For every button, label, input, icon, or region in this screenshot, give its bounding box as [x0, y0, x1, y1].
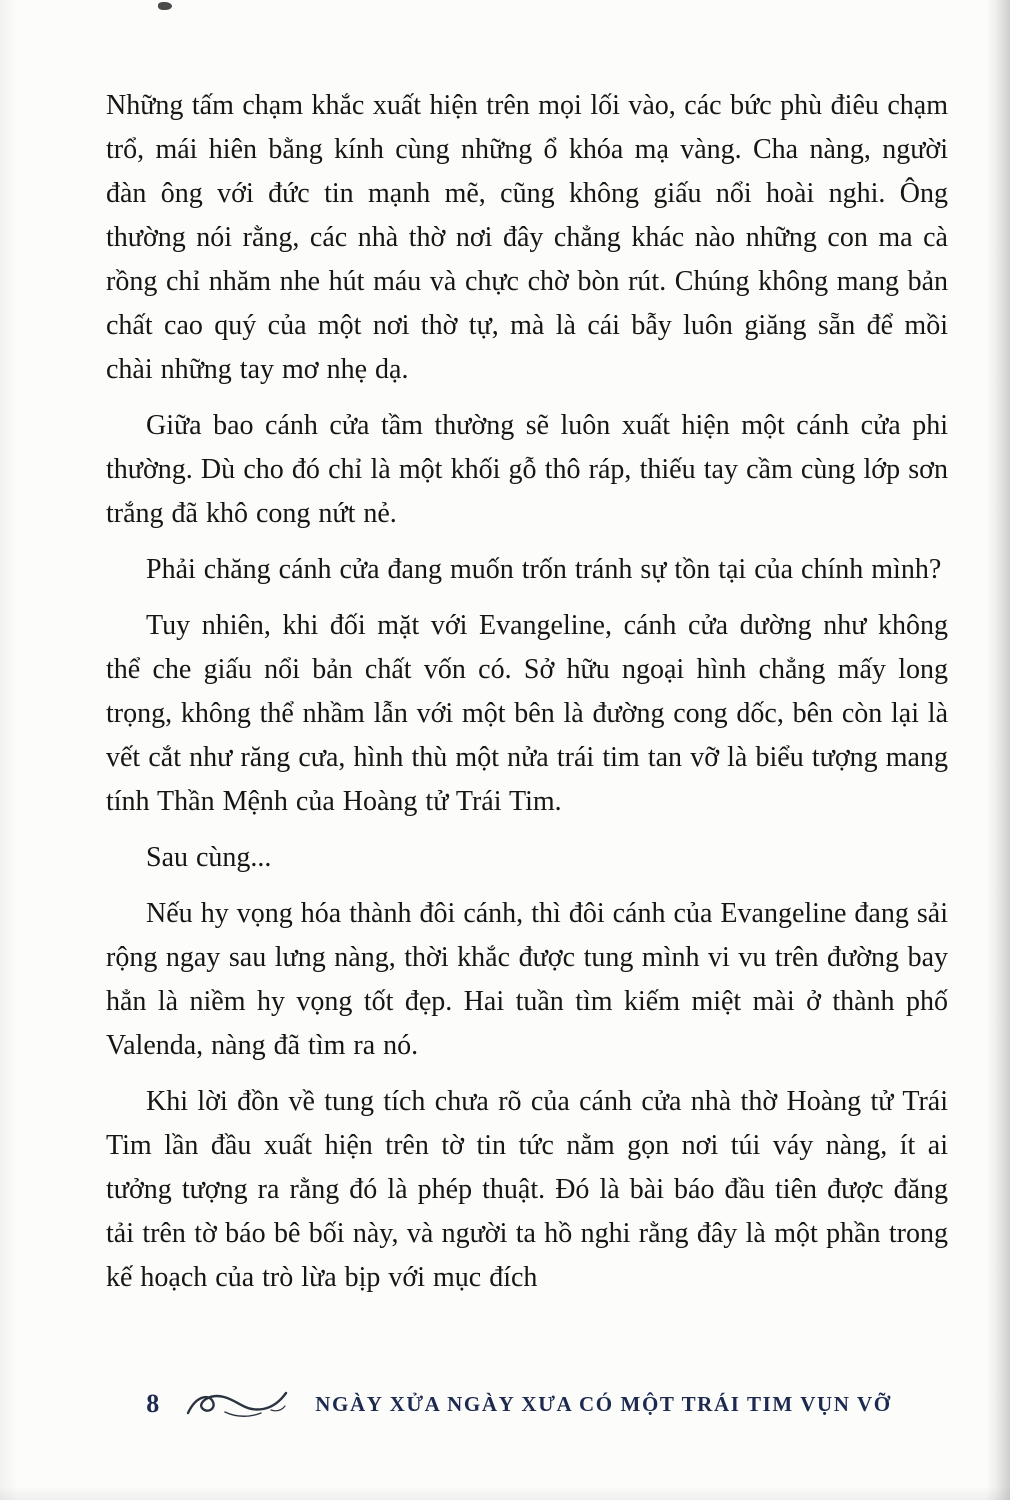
page-edge-shading-left [0, 0, 18, 1500]
page-footer [14, 1386, 1010, 1422]
body-text-column [106, 84, 948, 1312]
paragraph: Nếu hy vọng hóa thành đôi cánh, thì đôi cánh của Evangeline đang sải rộng ngay sau lưng nàng, thời khắc được tung mình vi vu trên đường bay hẳn là niềm hy vọng tốt đẹp. Hai tuần tìm kiếm miệt mài ở thành phố Valenda, nàng đã tìm ra nó. [106, 898, 948, 1061]
page-number: 8 [146, 1389, 160, 1418]
paragraph: Tuy nhiên, khi đối mặt với Evangeline, cánh cửa dường như không thể che giấu nổi bản chất vốn có. Sở hữu ngoại hình chẳng mấy long trọng, không thể nhầm lẫn với một bên là đường cong dốc, bên còn lại là vết cắt như răng cưa, hình thù một nửa trái tim tan vỡ là biểu tượng mang tính Thần Mệnh của Hoàng tử Trái Tim. [106, 610, 948, 817]
paragraph: Phải chăng cánh cửa đang muốn trốn tránh sự tồn tại của chính mình? [146, 554, 942, 585]
running-title: NGÀY XỬA NGÀY XƯA CÓ MỘT TRÁI TIM VỤN VỠ [315, 1391, 892, 1416]
paragraph: Sau cùng... [146, 842, 272, 873]
paragraph: Giữa bao cánh cửa tầm thường sẽ luôn xuất hiện một cánh cửa phi thường. Dù cho đó chỉ là một khối gỗ thô ráp, thiếu tay cầm cùng lớp sơn trắng đã khô cong nứt nẻ. [106, 410, 948, 529]
paragraph: Những tấm chạm khắc xuất hiện trên mọi lối vào, các bức phù điêu chạm trổ, mái hiên bằng kính cùng những ổ khóa mạ vàng. Cha nàng, người đàn ông với đức tin mạnh mẽ, cũng không giấu nổi hoài nghi. Ông thường nói rằng, các nhà thờ nơi đây chẳng khác nào những con ma cà rồng chỉ nhăm nhe hút máu và chực chờ bòn rút. Chúng không mang bản chất cao quý của một nơi thờ tự, mà là cái bẫy luôn giăng sẵn để mồi chài những tay mơ nhẹ dạ. [106, 90, 948, 385]
page-edge-shading-right [986, 0, 1010, 1500]
scan-artifact [158, 2, 172, 10]
paragraph: Khi lời đồn về tung tích chưa rõ của cánh cửa nhà thờ Hoàng tử Trái Tim lần đầu xuất hiện trên tờ tin tức nằm gọn nơi túi váy nàng, ít ai tưởng tượng ra rằng đó là phép thuật. Đó là bài báo đầu tiên được đăng tải trên tờ báo bê bối này, và người ta hồ nghi rằng đây là một phần trong kế hoạch của trò lừa bịp với mục đích [106, 1086, 948, 1293]
flourish-ornament-icon [185, 1386, 289, 1422]
page-edge-shading-bottom [0, 1486, 1010, 1500]
